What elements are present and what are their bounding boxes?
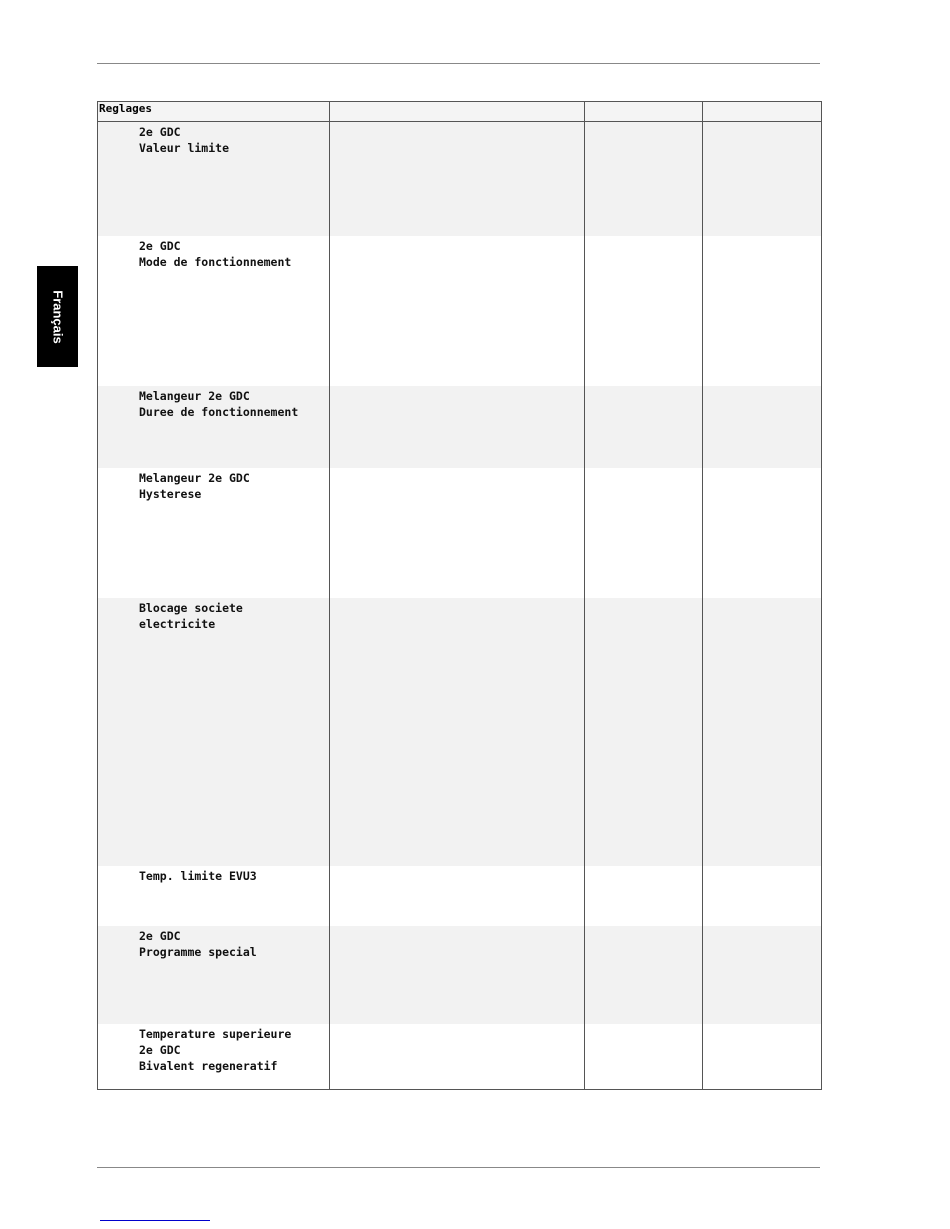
table-row <box>98 866 822 926</box>
setting-line: 2e GDC <box>139 1042 181 1057</box>
language-tab-label: Français <box>50 289 65 344</box>
footer-rule <box>97 1167 820 1168</box>
table-cell <box>585 236 703 386</box>
setting-cell <box>98 926 330 1024</box>
setting-line: electricite <box>139 616 216 631</box>
table-header-row <box>98 102 822 122</box>
setting-line: Bivalent regeneratif <box>139 1058 278 1073</box>
table-cell <box>330 866 585 926</box>
setting-cell <box>98 866 330 926</box>
table-row <box>98 598 822 866</box>
setting-cell <box>98 468 330 598</box>
setting-line: Mode de fonctionnement <box>139 254 292 269</box>
table-cell <box>585 598 703 866</box>
table-cell <box>330 468 585 598</box>
table-cell <box>703 866 822 926</box>
language-tab <box>37 266 78 367</box>
table-cell <box>330 926 585 1024</box>
table-cell <box>585 1024 703 1090</box>
footer-link-underline <box>100 1220 210 1221</box>
table-cell <box>330 236 585 386</box>
column-header-2 <box>330 102 585 122</box>
setting-line: Temp. limite EVU3 <box>139 868 257 883</box>
table-cell <box>703 1024 822 1090</box>
setting-cell <box>98 236 330 386</box>
setting-cell <box>98 1024 330 1090</box>
setting-line: Melangeur 2e GDC <box>139 470 250 485</box>
table-row <box>98 468 822 598</box>
setting-line: Programme special <box>139 944 257 959</box>
table-row <box>98 1024 822 1090</box>
setting-cell <box>98 386 330 468</box>
table-row <box>98 386 822 468</box>
table-cell <box>585 926 703 1024</box>
setting-line: Melangeur 2e GDC <box>139 388 250 403</box>
setting-line: 2e GDC <box>139 125 181 139</box>
table-cell <box>703 468 822 598</box>
column-header-3 <box>585 102 703 122</box>
table-cell <box>585 866 703 926</box>
settings-table <box>97 101 822 1090</box>
setting-line: Duree de fonctionnement <box>139 404 299 419</box>
table-row <box>98 926 822 1024</box>
setting-line: Temperature superieure <box>139 1026 292 1041</box>
setting-cell <box>98 598 330 866</box>
table-cell <box>703 122 822 236</box>
setting-cell <box>98 122 330 236</box>
table-cell <box>330 1024 585 1090</box>
setting-line: Valeur limite <box>139 141 230 155</box>
table-row <box>98 236 822 386</box>
header-rule <box>97 63 820 64</box>
table-cell <box>585 122 703 236</box>
setting-line: 2e GDC <box>139 238 181 253</box>
table-cell <box>703 236 822 386</box>
setting-line: Blocage societe <box>139 600 243 615</box>
table-cell <box>703 598 822 866</box>
setting-line: 2e GDC <box>139 928 181 943</box>
column-header-4 <box>703 102 822 122</box>
table-cell <box>330 598 585 866</box>
table-cell <box>330 122 585 236</box>
table-cell <box>703 386 822 468</box>
table-row <box>98 122 822 236</box>
table-cell <box>585 468 703 598</box>
table-cell <box>330 386 585 468</box>
table-cell <box>703 926 822 1024</box>
setting-line: Hysterese <box>139 486 202 501</box>
column-header-settings: Reglages <box>98 102 330 122</box>
table-cell <box>585 386 703 468</box>
